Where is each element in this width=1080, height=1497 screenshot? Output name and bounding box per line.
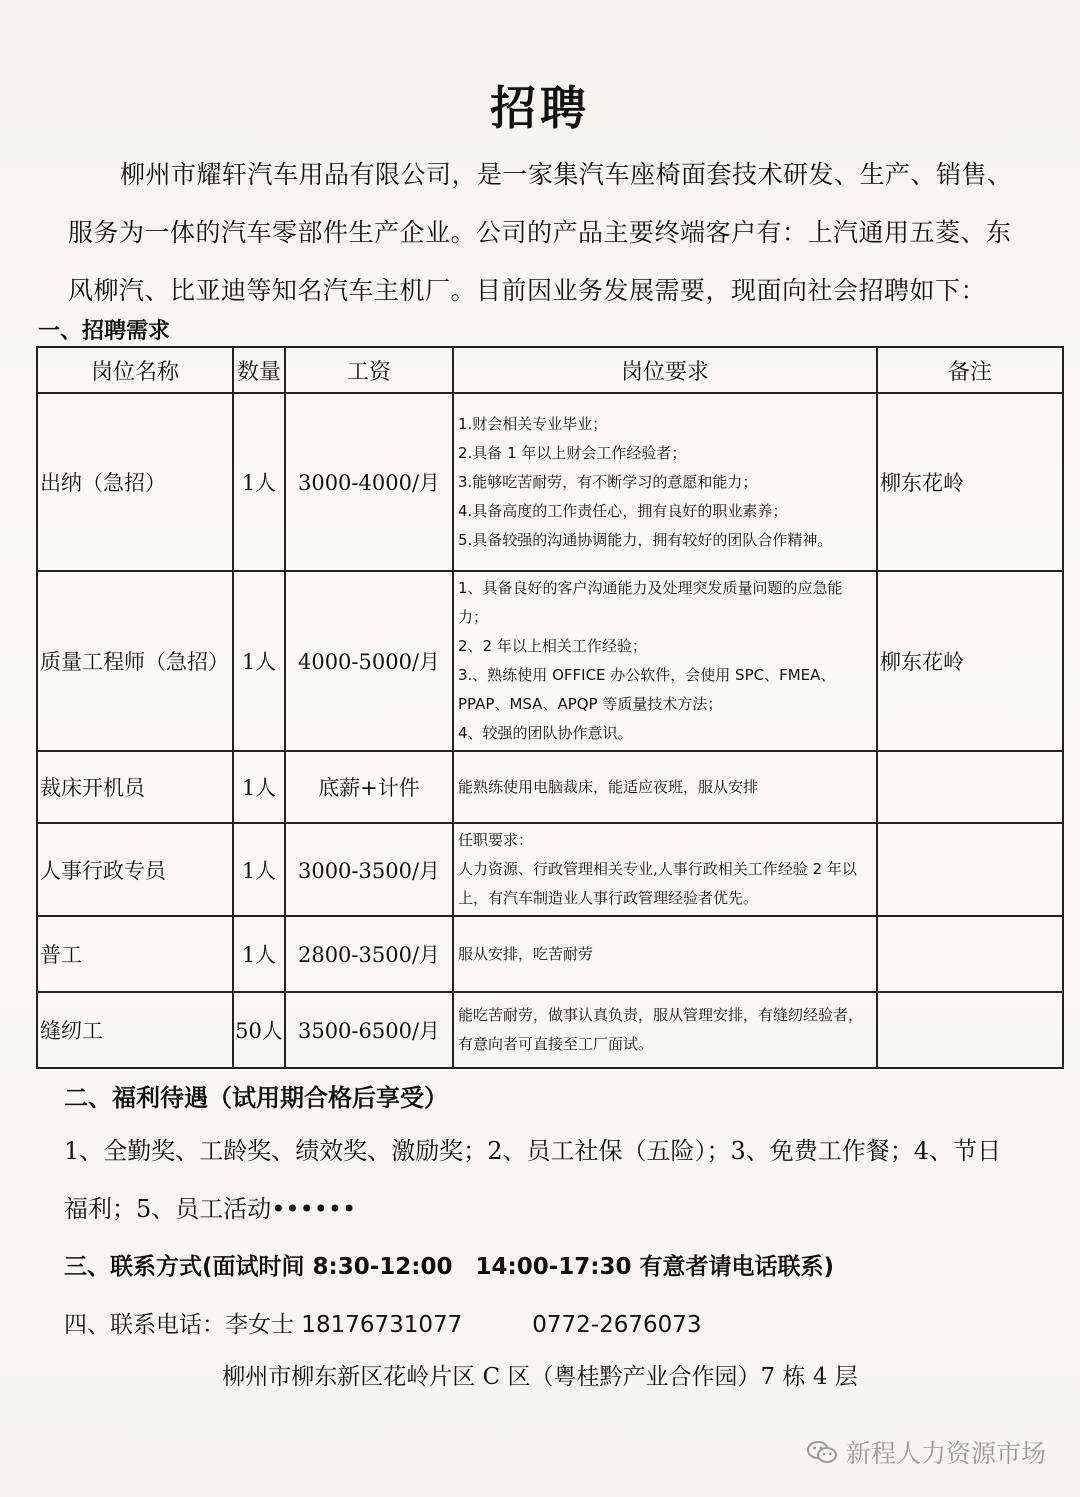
job-quantity: 1人 xyxy=(233,571,285,751)
header-requirements: 岗位要求 xyxy=(453,347,877,393)
job-salary: 4000-5000/月 xyxy=(285,571,453,751)
header-notes: 备注 xyxy=(877,347,1063,393)
job-salary: 底薪+计件 xyxy=(285,751,453,823)
job-name: 质量工程师（急招） xyxy=(37,571,233,751)
job-name: 缝纫工 xyxy=(37,992,233,1068)
watermark xyxy=(806,1434,1046,1470)
job-note: 柳东花岭 xyxy=(877,571,1063,751)
contact-phone-primary: 四、联系电话：李女士 18176731077 xyxy=(64,1312,463,1338)
requirement-line: 人力资源、行政管理相关专业,人事行政相关工作经验 2 年以上，有汽车制造业人事行政管理经验者优先。 xyxy=(458,860,857,907)
header-position: 岗位名称 xyxy=(37,347,233,393)
requirement-line: 4、较强的团队协作意识。 xyxy=(458,724,633,742)
table-row xyxy=(37,751,1063,823)
job-name: 人事行政专员 xyxy=(37,823,233,916)
job-name: 裁床开机员 xyxy=(37,751,233,823)
requirement-line: 能熟练使用电脑裁床，能适应夜班，服从安排 xyxy=(458,777,759,796)
job-note xyxy=(877,992,1063,1068)
job-salary: 3000-4000/月 xyxy=(285,393,453,571)
job-note xyxy=(877,916,1063,992)
jobs-table xyxy=(36,346,1064,1069)
company-address: 柳州市柳东新区花岭片区 C 区（粤桂黔产业合作园）7 栋 4 层 xyxy=(222,1364,858,1390)
requirement-line: 服从安排，吃苦耐劳 xyxy=(458,944,594,963)
table-row xyxy=(37,823,1063,916)
header-quantity: 数量 xyxy=(233,347,285,393)
requirement-line: 2、2 年以上相关工作经验； xyxy=(458,637,647,655)
job-quantity: 1人 xyxy=(233,823,285,916)
job-name: 出纳（急招） xyxy=(37,393,233,571)
job-quantity: 1人 xyxy=(233,916,285,992)
requirement-line: 5.具备较强的沟通协调能力，拥有较好的团队合作精神。 xyxy=(458,530,833,549)
page-title: 招聘 xyxy=(490,81,590,135)
job-requirements xyxy=(453,751,877,823)
intro-text: 柳州市耀轩汽车用品有限公司，是一家集汽车座椅面套技术研发、生产、销售、服务为一体的汽车零部件生产企业。公司的产品主要终端客户有：上汽通用五菱、东风柳汽、比亚迪等知名汽车主机厂。目前因业务发展需要，现面向社会招聘如下： xyxy=(68,160,1013,305)
job-salary: 3000-3500/月 xyxy=(285,823,453,916)
requirement-line: 3.能够吃苦耐劳，有不断学习的意愿和能力； xyxy=(458,472,758,491)
header-salary: 工资 xyxy=(285,347,453,393)
job-requirements xyxy=(453,823,877,916)
job-salary: 2800-3500/月 xyxy=(285,916,453,992)
table-row xyxy=(37,992,1063,1068)
section-contact-phone xyxy=(64,1306,702,1339)
requirement-line: 4.具备高度的工作责任心，拥有良好的职业素养； xyxy=(458,501,788,520)
benefits-text: 1、全勤奖、工龄奖、绩效奖、激励奖；2、员工社保（五险）；3、免费工作餐；4、节日福利；5、员工活动•••••• xyxy=(64,1137,1002,1223)
section-recruitment-needs: 一、招聘需求 xyxy=(38,319,171,344)
job-note xyxy=(877,751,1063,823)
job-requirements xyxy=(453,393,877,571)
wechat-icon xyxy=(806,1439,838,1465)
section-benefits: 二、福利待遇（试用期合格后享受） xyxy=(64,1084,448,1112)
requirement-line: 2.具备 1 年以上财会工作经验者； xyxy=(458,443,687,462)
job-quantity: 1人 xyxy=(233,751,285,823)
job-requirements xyxy=(453,992,877,1068)
section-contact-method: 三、联系方式(面试时间 8:30-12:00 14:00-17:30 有意者请电话联系) xyxy=(64,1254,834,1280)
requirement-line: 1、具备良好的客户沟通能力及处理突发质量问题的应急能力； xyxy=(458,579,843,626)
job-quantity: 50人 xyxy=(233,992,285,1068)
table-row xyxy=(37,393,1063,571)
job-note: 柳东花岭 xyxy=(877,393,1063,571)
requirement-line: 任职要求： xyxy=(458,831,534,849)
table-header-row xyxy=(37,347,1063,393)
job-name: 普工 xyxy=(37,916,233,992)
table-row xyxy=(37,916,1063,992)
requirement-line: 3.、熟练使用 OFFICE 办公软件，会使用 SPC、FMEA、PPAP、MSA、APQP 等质量技术方法； xyxy=(458,666,836,713)
watermark-text: 新程人力资源市场 xyxy=(845,1439,1046,1468)
job-salary: 3500-6500/月 xyxy=(285,992,453,1068)
requirement-line: 1.财会相关专业毕业； xyxy=(458,414,608,433)
requirement-line: 能吃苦耐劳，做事认真负责，服从管理安排，有缝纫经验者，有意向者可直接至工厂面试。 xyxy=(458,1006,864,1053)
job-quantity: 1人 xyxy=(233,393,285,571)
intro-paragraph xyxy=(68,146,1028,320)
job-note xyxy=(877,823,1063,916)
table-row xyxy=(37,571,1063,751)
job-requirements xyxy=(453,916,877,992)
contact-phone-secondary: 0772-2676073 xyxy=(532,1312,702,1338)
job-requirements xyxy=(453,571,877,751)
